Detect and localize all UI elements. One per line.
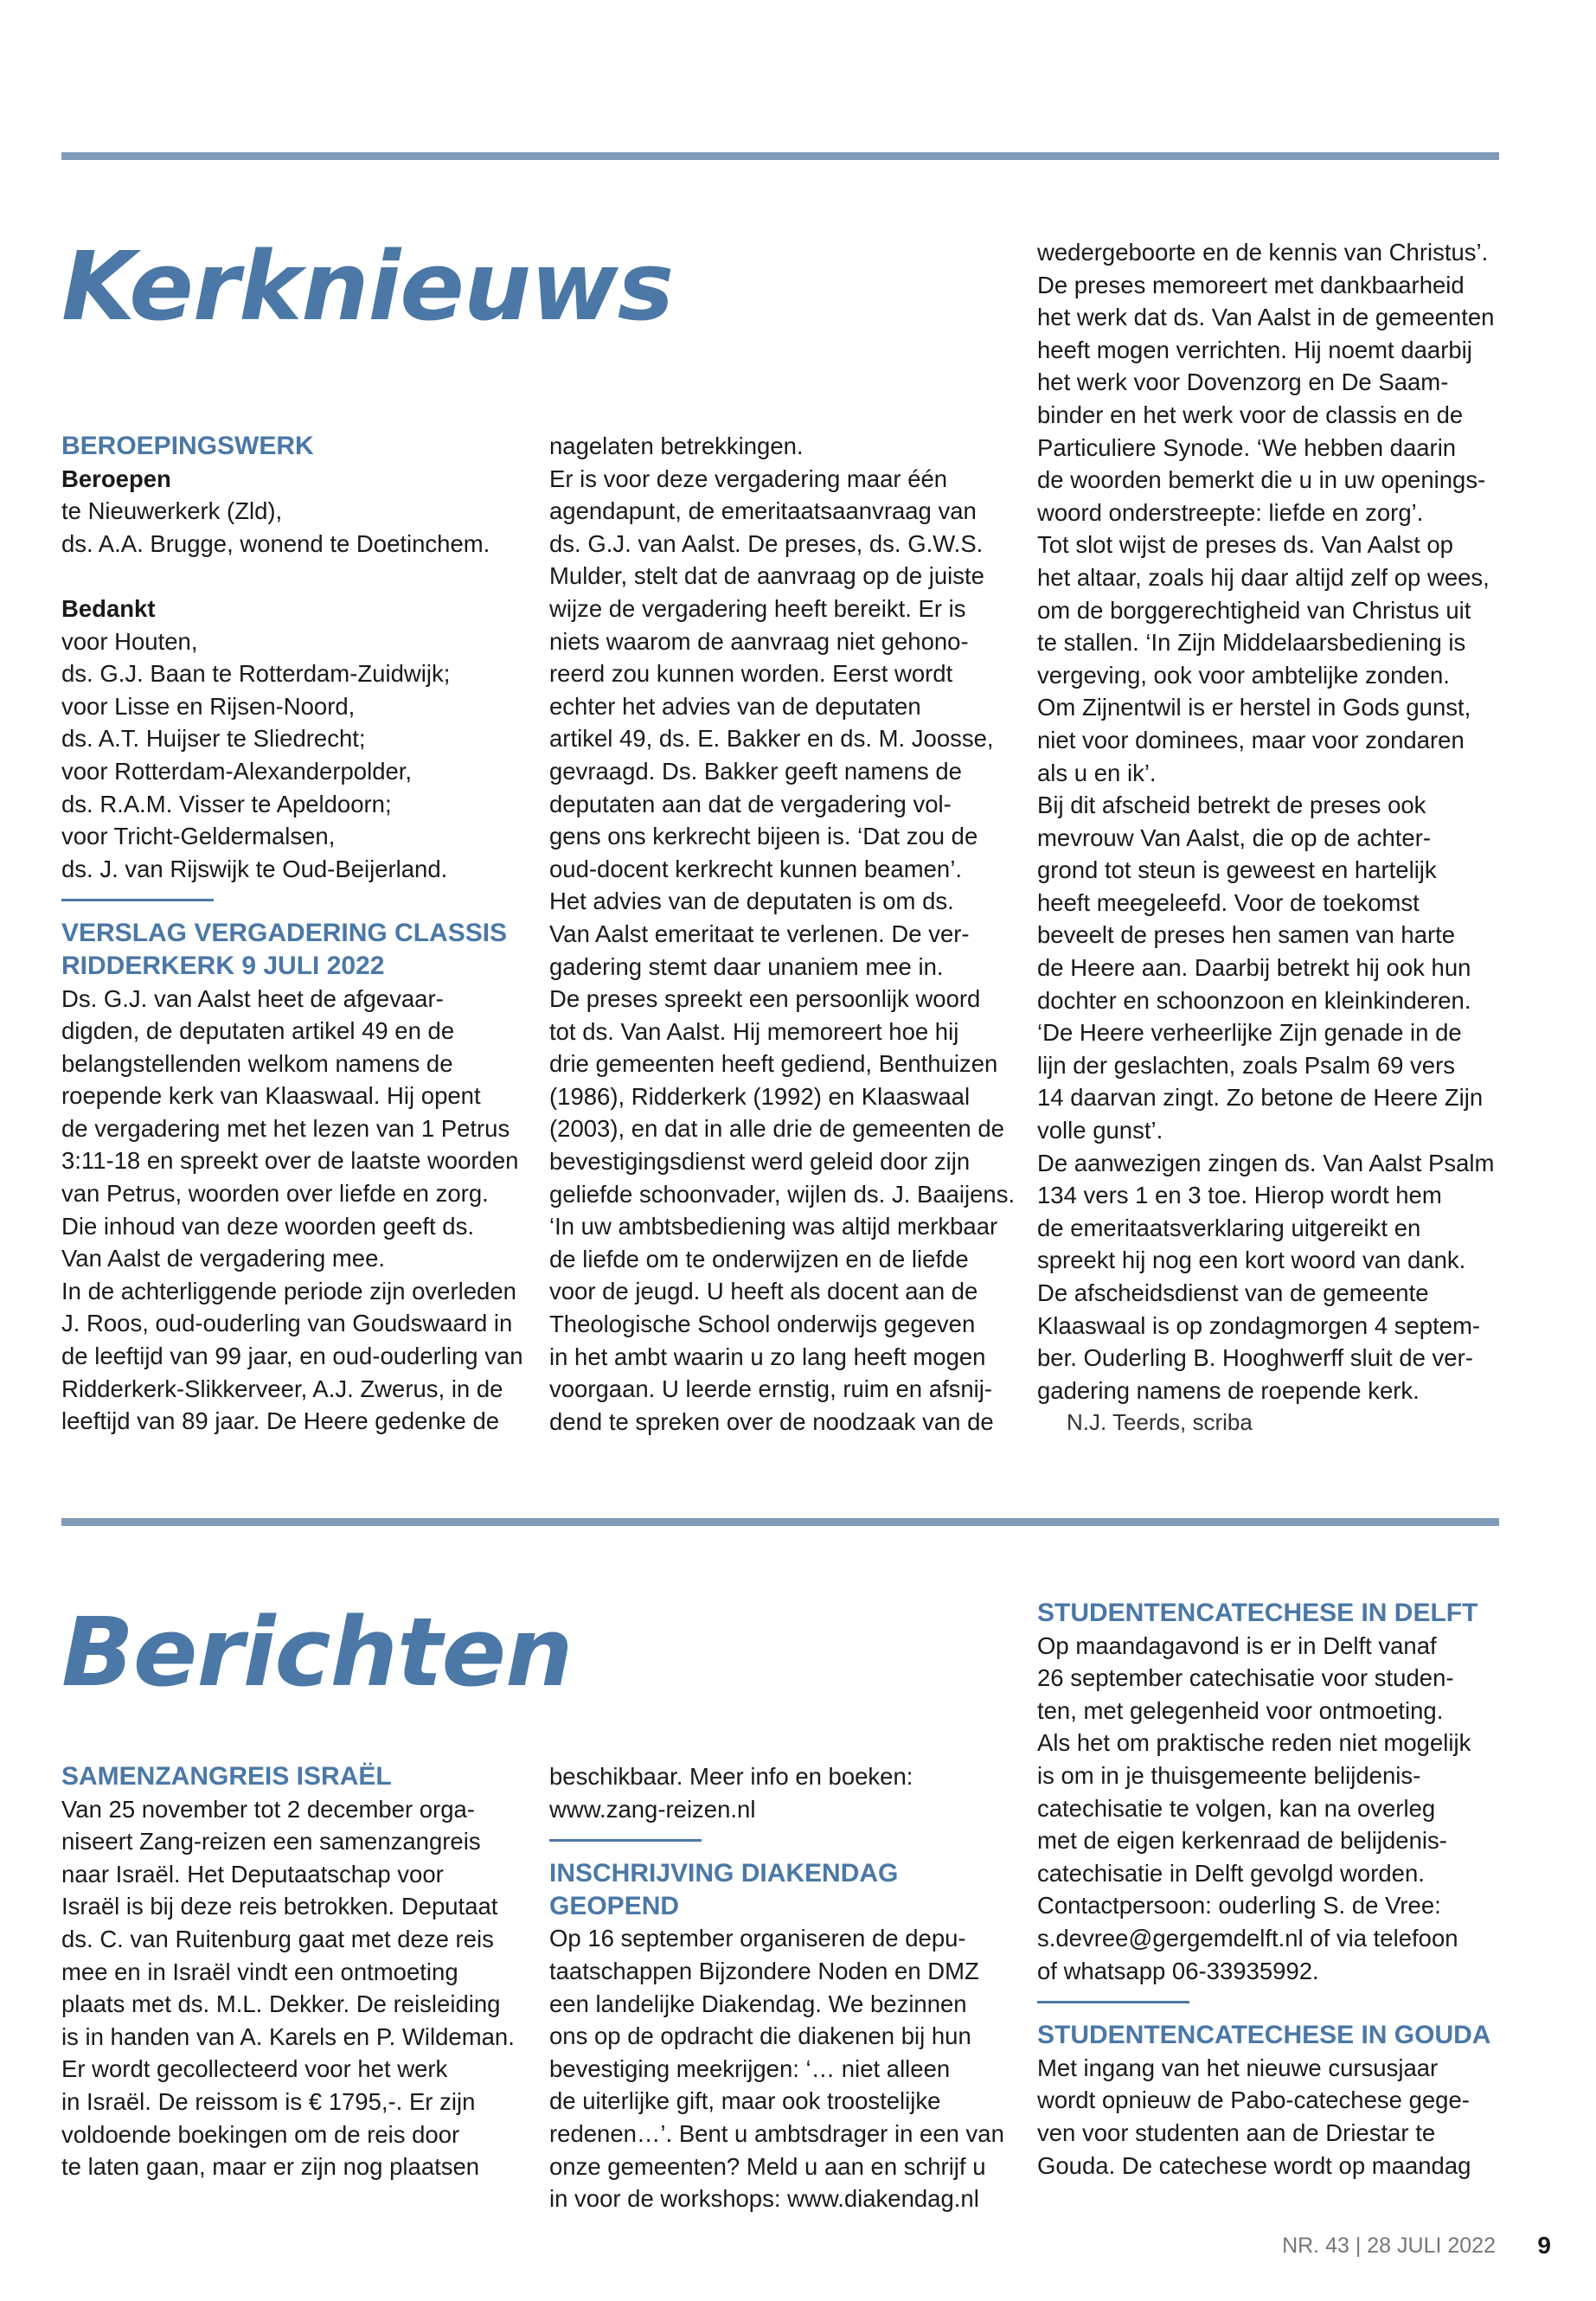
samenzangreis-heading: SAMENZANGREIS ISRAËL — [61, 1762, 392, 1791]
text-line: Van Aalst emeritaat te verlenen. De ver- — [549, 920, 970, 947]
text-line: gadering stemt daar unaniem mee in. — [549, 952, 944, 980]
text-line: deputaten aan dat de vergadering vol- — [549, 790, 952, 817]
text-line: Om Zijnentwil is er herstel in Gods gunst, — [1037, 694, 1471, 721]
text-line: J. Roos, oud-ouderling van Goudswaard in — [61, 1310, 513, 1337]
text-line: de vergadering met het lezen van 1 Petrus — [61, 1114, 510, 1142]
text-line: echter het advies van de deputaten — [549, 692, 921, 720]
verslag-body — [61, 983, 529, 1438]
text-line: Er wordt gecollecteerd voor het werk — [61, 2055, 448, 2083]
text-line: voor Tricht-Geldermalsen, — [61, 823, 336, 850]
text-line: bevestiging meekrijgen: ‘… niet alleen — [549, 2054, 951, 2082]
text-line: van Petrus, woorden over liefde en zorg. — [61, 1180, 489, 1208]
text-line: tot ds. Van Aalst. Hij memoreert hoe hij — [549, 1017, 959, 1045]
text-line: lijn der geslachten, zoals Psalm 69 vers — [1037, 1051, 1456, 1079]
text-line: grond tot steun is geweest en hartelijk — [1037, 856, 1437, 884]
text-line: ds. R.A.M. Visser te Apeldoorn; — [61, 790, 392, 817]
text-line: ten, met gelegenheid voor ontmoeting. — [1037, 1696, 1444, 1724]
beroepingswerk-heading: BEROEPINGSWERK — [61, 432, 314, 460]
email-link-line[interactable]: s.devree@gergemdelft.nl of via telefoon — [1037, 1924, 1458, 1952]
kerknieuws-column-1 — [61, 430, 529, 1438]
kerknieuws-column-2 — [549, 430, 1016, 1438]
text-line: in het ambt waarin u zo lang heeft mogen — [549, 1343, 986, 1370]
text-line: Ds. G.J. van Aalst heet de afgevaar- — [61, 984, 444, 1012]
berichten-column-3 — [1037, 1597, 1504, 2182]
text-line: binder en het werk voor de classis en de — [1037, 401, 1464, 428]
diakendag-heading: INSCHRIJVING DIAKENDAG GEOPEND — [549, 1859, 899, 1920]
kerknieuws-title: Kerknieuws — [61, 231, 674, 342]
text-line: digden, de deputaten artikel 49 en de — [61, 1017, 455, 1045]
text-line: te stallen. ‘In Zijn Middelaarsbediening is — [1037, 629, 1466, 657]
text-line: belangstellenden welkom namens de — [61, 1049, 453, 1077]
text-line: Op maandagavond is er in Delft vanaf — [1037, 1631, 1437, 1659]
text-line: het werk dat ds. Van Aalst in de gemeenten — [1037, 304, 1495, 331]
text-line: taatschappen Bijzondere Noden en DMZ — [549, 1957, 979, 1984]
text-line: vergeving, ook voor ambtelijke zonden. — [1037, 661, 1450, 689]
text-line: Israël is bij deze reis betrokken. Deputaat — [61, 1893, 498, 1920]
text-line: Van 25 november tot 2 december orga- — [61, 1795, 475, 1823]
text-line: catechisatie te volgen, kan na overleg — [1037, 1794, 1436, 1822]
text-line: De preses memoreert met dankbaarheid — [1037, 271, 1465, 298]
text-line: 14 daarvan zingt. Zo betone de Heere Zijn — [1037, 1084, 1484, 1112]
text-line: Contactpersoon: ouderling S. de Vree: — [1037, 1892, 1441, 1920]
kerknieuws-column-3 — [1037, 236, 1504, 1439]
text-line: naar Israël. Het Deputaatschap voor — [61, 1860, 444, 1888]
beroepen-label: Beroepen — [61, 465, 171, 492]
text-line: spreekt hij nog een kort woord van dank. — [1037, 1247, 1466, 1274]
signature: N.J. Teerds, scriba — [1067, 1409, 1253, 1436]
text-line: heeft meegeleefd. Voor de toekomst — [1037, 888, 1420, 916]
text-line: 3:11-18 en spreekt over de laatste woorden — [61, 1147, 519, 1175]
text-line: onze gemeenten? Meld u aan en schrijf u — [549, 2152, 986, 2180]
text-line: oud-docent kerkrecht kunnen beamen’. — [549, 855, 962, 882]
text-line: agendapunt, de emeritaatsaanvraag van — [549, 497, 977, 525]
text-line: gens ons kerkrecht bijeen is. ‘Dat zou de — [549, 823, 978, 850]
verslag-heading-line-1: VERSLAG VERGADERING CLASSIS — [61, 919, 508, 948]
zang-reizen-link[interactable]: www.zang-reizen.nl — [549, 1795, 756, 1823]
text-line: (1986), Ridderkerk (1992) en Klaaswaal — [549, 1082, 971, 1110]
issue-info: NR. 43 | 28 JULI 2022 — [1282, 2234, 1496, 2258]
text-line: drie gemeenten heeft gediend, Benthuizen — [549, 1050, 998, 1078]
text-line: wijze de vergadering heeft bereikt. Er is — [549, 594, 966, 622]
text-line: gadering namens de roepende kerk. — [1037, 1376, 1420, 1404]
text-line: voorgaan. U leerde ernstig, ruim en afsnij- — [549, 1375, 993, 1403]
text-line: reerd zou kunnen worden. Eerst wordt — [549, 660, 953, 688]
text-line: voor Houten, — [61, 627, 198, 655]
text-line: Bij dit afscheid betrekt de preses ook — [1037, 792, 1426, 819]
text-line: De aanwezigen zingen ds. Van Aalst Psalm — [1037, 1149, 1495, 1176]
text-line: het altaar, zoals hij daar altijd zelf op wees, — [1037, 563, 1490, 591]
text-line: 26 september catechisatie voor studen- — [1037, 1664, 1454, 1692]
studentencatechese-delft-heading: STUDENTENCATECHESE IN DELFT — [1037, 1599, 1478, 1627]
text-line: Het advies van de deputaten is om ds. — [549, 888, 954, 915]
text-line: de liefde om te onderwijzen en de liefde — [549, 1245, 969, 1272]
text-line: de leeftijd van 99 jaar, en oud-ouderling van — [61, 1343, 523, 1370]
text-line: ds. C. van Ruitenburg gaat met deze reis — [61, 1925, 494, 1952]
section-divider — [61, 899, 214, 901]
section-divider — [549, 1839, 702, 1842]
text-line: volle gunst’. — [1037, 1117, 1163, 1144]
text-line: met de eigen kerkenraad de belijdenis- — [1037, 1827, 1447, 1855]
text-line: ven voor studenten aan de Driestar te — [1037, 2118, 1436, 2146]
text-line: de uiterlijke gift, maar ook troostelijke — [549, 2087, 941, 2115]
text-line: ons op de opdracht die diakenen bij hun — [549, 2022, 971, 2050]
text-line: voor Lisse en Rijsen-Noord, — [61, 692, 356, 720]
text-line: beveelt de preses hen samen van harte — [1037, 921, 1456, 949]
page-number: 9 — [1537, 2232, 1551, 2259]
text-line: roepende kerk van Klaaswaal. Hij opent — [61, 1082, 481, 1110]
top-rule — [61, 152, 1499, 160]
text-line: een landelijke Diakendag. We bezinnen — [549, 1990, 967, 2017]
text-line: mee en in Israël vindt een ontmoeting — [61, 1958, 458, 1985]
section-divider — [1037, 2001, 1189, 2003]
text-line: is om in je thuisgemeente belijdenis- — [1037, 1761, 1421, 1789]
studentencatechese-gouda-heading: STUDENTENCATECHESE IN GOUDA — [1037, 2021, 1491, 2050]
text-line: bevestigingsdienst werd geleid door zijn — [549, 1148, 971, 1176]
text-line: gevraagd. Ds. Bakker geeft namens de — [549, 757, 962, 785]
spacer — [61, 560, 529, 593]
text-line: Gouda. De catechese wordt op maandag — [1037, 2151, 1471, 2179]
text-line: ds. G.J. Baan te Rotterdam-Zuidwijk; — [61, 660, 451, 688]
text-line: is in handen van A. Karels en P. Wildeman. — [61, 2022, 515, 2050]
text-line: niseert Zang-reizen een samenzangreis — [61, 1828, 481, 1856]
text-line: ‘De Heere verheerlijke Zijn genade in de — [1037, 1019, 1462, 1047]
text-line: de Heere aan. Daarbij betrekt hij ook hun — [1037, 954, 1471, 982]
text-line: wedergeboorte en de kennis van Christus’. — [1037, 239, 1489, 266]
text-line: beschikbaar. Meer info en boeken: — [549, 1763, 913, 1790]
text-line: Van Aalst de vergadering mee. — [61, 1245, 386, 1272]
text-line: ds. G.J. van Aalst. De preses, ds. G.W.S. — [549, 529, 984, 557]
text-line: ds. J. van Rijswijk te Oud-Beijerland. — [61, 855, 448, 882]
text-line: Er is voor deze vergadering maar één — [549, 465, 948, 492]
text-line: voor de jeugd. U heeft als docent aan de — [549, 1278, 978, 1305]
text-line: ds. A.A. Brugge, wonend te Doetinchem. — [61, 529, 490, 557]
text-line: redenen…’. Bent u ambtsdrager in een van — [549, 2119, 1004, 2147]
berichten-title: Berichten — [61, 1597, 573, 1708]
text-line: plaats met ds. M.L. Dekker. De reisleiding — [61, 1990, 501, 2018]
berichten-column-1 — [61, 1760, 529, 2183]
text-line: geliefde schoonvader, wijlen ds. J. Baaijens. — [549, 1180, 1016, 1208]
text-line: de emeritaatsverklaring uitgereikt en — [1037, 1214, 1421, 1241]
text-line: mevrouw Van Aalst, die op de achter- — [1037, 824, 1432, 851]
bedankt-list — [61, 625, 529, 886]
berichten-column-2 — [549, 1760, 1016, 2215]
text-line: voldoende boekingen om de reis door — [61, 2120, 460, 2148]
text-line: In de achterliggende periode zijn overleden — [61, 1277, 516, 1304]
bedankt-label: Bedankt — [61, 594, 156, 622]
text-line: 134 vers 1 en 3 toe. Hierop wordt hem — [1037, 1182, 1442, 1209]
text-line: in voor de workshops: www.diakendag.nl — [549, 2185, 979, 2213]
text-line: artikel 49, ds. E. Bakker en ds. M. Joosse, — [549, 725, 994, 753]
text-line: dend te spreken over de noodzaak van de — [549, 1407, 994, 1435]
text-line: niet voor dominees, maar voor zondaren — [1037, 726, 1465, 753]
text-line: Mulder, stelt dat de aanvraag op de juiste — [549, 562, 984, 590]
beroepen-list — [61, 495, 529, 560]
text-line: te Nieuwerkerk (Zld), — [61, 497, 283, 525]
text-line: als u en ik’. — [1037, 759, 1157, 786]
text-line: of whatsapp 06-33935992. — [1037, 1957, 1319, 1984]
text-line: Particuliere Synode. ‘We hebben daarin — [1037, 433, 1457, 461]
text-line: de woorden bemerkt die u in uw openings- — [1037, 466, 1486, 494]
text-line: Tot slot wijst de preses ds. Van Aalst op — [1037, 531, 1453, 559]
text-line: dochter en schoonzoon en kleinkinderen. — [1037, 986, 1471, 1014]
text-line: voor Rotterdam-Alexanderpolder, — [61, 757, 413, 785]
middle-rule — [61, 1518, 1499, 1526]
text-line: om de borggerechtigheid van Christus uit — [1037, 596, 1471, 624]
text-line: Klaaswaal is op zondagmorgen 4 septem- — [1037, 1311, 1481, 1339]
text-line: catechisatie in Delft gevolgd worden. — [1037, 1859, 1425, 1887]
text-line: (2003), en dat in alle drie de gemeenten de — [549, 1115, 1004, 1143]
text-line: De preses spreekt een persoonlijk woord — [549, 985, 981, 1013]
text-line: ‘In uw ambtsbediening was altijd merkbaar — [549, 1213, 998, 1240]
text-line: Met ingang van het nieuwe cursusjaar — [1037, 2054, 1439, 2081]
text-line: te laten gaan, maar er zijn nog plaatsen — [61, 2153, 480, 2181]
text-line: leeftijd van 89 jaar. De Heere gedenke de — [61, 1407, 500, 1435]
text-line: Die inhoud van deze woorden geeft ds. — [61, 1212, 474, 1240]
verslag-heading-line-2: RIDDERKERK 9 JULI 2022 — [61, 951, 385, 980]
text-line: nagelaten betrekkingen. — [549, 433, 804, 459]
text-line: Ridderkerk-Slikkerveer, A.J. Zwerus, in de — [61, 1375, 503, 1402]
text-line: De afscheidsdienst van de gemeente — [1037, 1279, 1429, 1306]
text-line: in Israël. De reissom is € 1795,-. Er zijn — [61, 2087, 476, 2115]
text-line: heeft mogen verrichten. Hij noemt daarbij — [1037, 336, 1472, 363]
text-line: Op 16 september organiseren de depu- — [549, 1925, 966, 1952]
text-line: wordt opnieuw de Pabo-catechese gege- — [1037, 2086, 1470, 2114]
text-line: woord onderstreepte: liefde en zorg’. — [1037, 498, 1424, 526]
text-line: ber. Ouderling B. Hooghwerff sluit de ver- — [1037, 1344, 1473, 1372]
text-line: niets waarom de aanvraag niet gehono- — [549, 627, 969, 655]
text-line: Theologische School onderwijs gegeven — [549, 1311, 976, 1338]
text-line: het werk voor Dovenzorg en De Saam- — [1037, 369, 1449, 396]
text-line: Als het om praktische reden niet mogelijk — [1037, 1729, 1471, 1757]
text-line: ds. A.T. Huijser te Sliedrecht; — [61, 725, 366, 753]
